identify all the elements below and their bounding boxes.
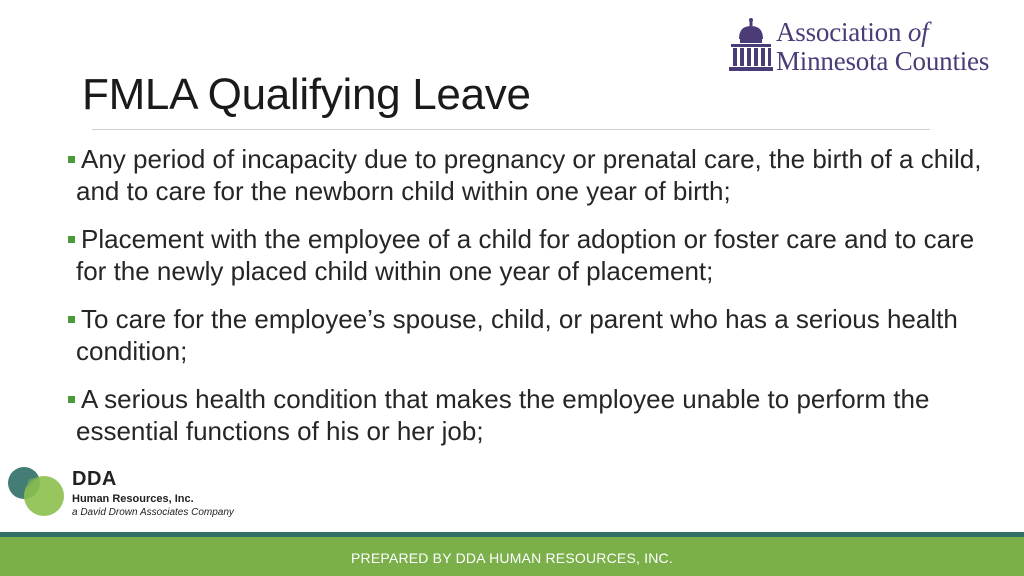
square-bullet-icon bbox=[68, 156, 75, 163]
footer-text: PREPARED BY DDA HUMAN RESOURCES, INC. bbox=[351, 550, 673, 566]
amc-logo-line1 bbox=[776, 17, 928, 48]
amc-logo-of: of bbox=[907, 17, 929, 47]
dda-logo-name: DDA bbox=[72, 468, 117, 490]
amc-logo bbox=[727, 17, 1007, 81]
slide-title: FMLA Qualifying Leave bbox=[82, 70, 531, 119]
bullet-text: Placement with the employee of a child for adoption or foster care and to care for the newly placed child within one year of placement; bbox=[76, 224, 975, 286]
square-bullet-icon bbox=[68, 396, 75, 403]
bullet-text: Any period of incapacity due to pregnancy or prenatal care, the birth of a child, and to care for the newborn child within one year of birth; bbox=[76, 144, 982, 206]
bullet-item bbox=[60, 303, 990, 367]
bullet-item bbox=[60, 383, 990, 447]
bullet-item bbox=[60, 223, 990, 287]
dda-logo-subtitle: Human Resources, Inc. bbox=[72, 493, 194, 505]
dda-logo bbox=[6, 466, 266, 526]
bullet-item bbox=[60, 143, 990, 207]
overlapping-circles-icon bbox=[6, 466, 68, 522]
amc-logo-line2: Minnesota Counties bbox=[776, 46, 990, 76]
amc-logo-word: Association bbox=[776, 17, 902, 47]
capitol-building-icon bbox=[727, 17, 775, 75]
square-bullet-icon bbox=[68, 236, 75, 243]
bullet-text: A serious health condition that makes the employee unable to perform the essential functions of his or her job; bbox=[76, 384, 930, 446]
bullet-list bbox=[60, 143, 990, 463]
bullet-text: To care for the employee’s spouse, child, or parent who has a serious health condition; bbox=[76, 304, 958, 366]
footer-bar bbox=[0, 537, 1024, 576]
square-bullet-icon bbox=[68, 316, 75, 323]
dda-logo-tagline: a David Drown Associates Company bbox=[72, 507, 234, 518]
title-divider bbox=[92, 129, 930, 130]
